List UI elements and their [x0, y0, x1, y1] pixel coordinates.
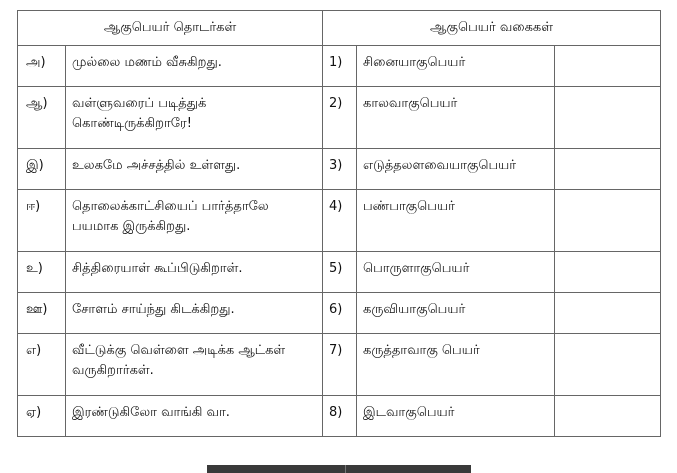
- row-num: 8): [323, 396, 357, 437]
- row-blank: [555, 334, 661, 396]
- table-row: [18, 334, 661, 396]
- row-phrase: சோளம் சாய்ந்து கிடக்கிறது.: [66, 293, 323, 334]
- row-key: ஏ): [18, 396, 66, 437]
- row-type: இடவாகுபெயர்: [357, 396, 555, 437]
- bottom-toolbar: [207, 465, 471, 473]
- row-type: கருவியாகுபெயர்: [357, 293, 555, 334]
- header-row: [18, 11, 661, 46]
- row-blank: [555, 396, 661, 437]
- row-blank: [555, 293, 661, 334]
- row-type: எடுத்தலளவையாகுபெயர்: [357, 149, 555, 190]
- row-num: 4): [323, 190, 357, 252]
- row-key: உ): [18, 252, 66, 293]
- row-phrase: முல்லை மணம் வீசுகிறது.: [66, 46, 323, 87]
- table-row: [18, 46, 661, 87]
- row-blank: [555, 87, 661, 149]
- table-row: [18, 252, 661, 293]
- row-type: கருத்தாவாகு பெயர்: [357, 334, 555, 396]
- row-phrase: வீட்டுக்கு வெள்ளை அடிக்க ஆட்கள் வருகிறார்கள்.: [66, 334, 323, 396]
- table-row: [18, 293, 661, 334]
- row-num: 5): [323, 252, 357, 293]
- row-blank: [555, 190, 661, 252]
- row-num: 3): [323, 149, 357, 190]
- row-key: ஈ): [18, 190, 66, 252]
- table-row: [18, 190, 661, 252]
- row-type: பண்பாகுபெயர்: [357, 190, 555, 252]
- row-key: இ): [18, 149, 66, 190]
- row-phrase: சித்திரையாள் கூப்பிடுகிறாள்.: [66, 252, 323, 293]
- row-num: 6): [323, 293, 357, 334]
- row-phrase: தொலைக்காட்சியைப் பார்த்தாலே பயமாக இருக்கிறது.: [66, 190, 323, 252]
- row-phrase: வள்ளுவரைப் படித்துக் கொண்டிருக்கிறாரே!: [66, 87, 323, 149]
- row-num: 2): [323, 87, 357, 149]
- row-type: சினையாகுபெயர்: [357, 46, 555, 87]
- table-row: [18, 87, 661, 149]
- row-key: எ): [18, 334, 66, 396]
- row-phrase: உலகமே அச்சத்தில் உள்ளது.: [66, 149, 323, 190]
- header-left: ஆகுபெயர் தொடர்கள்: [18, 11, 323, 46]
- row-blank: [555, 149, 661, 190]
- row-key: ஊ): [18, 293, 66, 334]
- row-num: 1): [323, 46, 357, 87]
- row-key: ஆ): [18, 87, 66, 149]
- row-phrase: இரண்டுகிலோ வாங்கி வா.: [66, 396, 323, 437]
- row-type: காலவாகுபெயர்: [357, 87, 555, 149]
- header-right: ஆகுபெயர் வகைகள்: [323, 11, 661, 46]
- toolbar-divider: [345, 465, 346, 473]
- table-row: [18, 396, 661, 437]
- matching-table: [17, 10, 661, 437]
- row-blank: [555, 46, 661, 87]
- row-type: பொருளாகுபெயர்: [357, 252, 555, 293]
- row-num: 7): [323, 334, 357, 396]
- table-row: [18, 149, 661, 190]
- row-key: அ): [18, 46, 66, 87]
- row-blank: [555, 252, 661, 293]
